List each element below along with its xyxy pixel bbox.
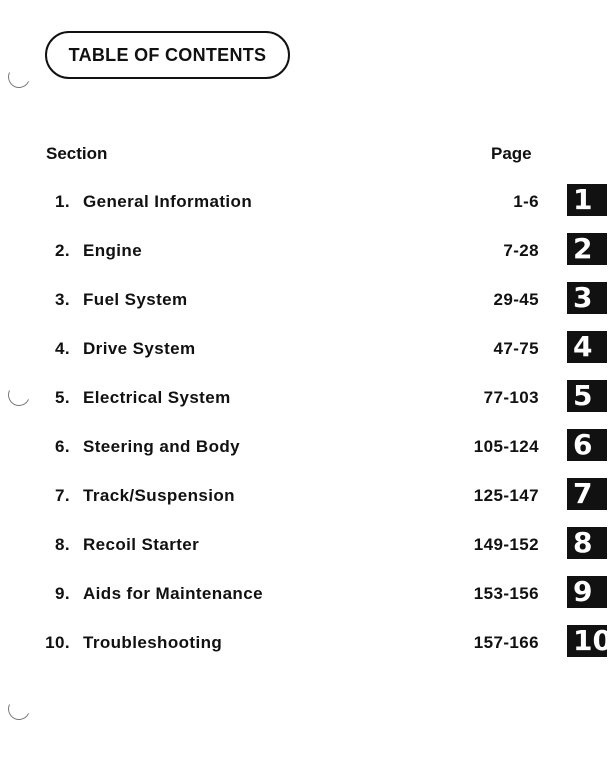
toc-entry-pages: 7-28: [503, 241, 539, 260]
toc-entry-pages: 1-6: [513, 192, 539, 211]
toc-entry-drive-system[interactable]: [0, 330, 600, 363]
page-title-box: [45, 31, 290, 79]
toc-entry-pages: 29-45: [493, 290, 539, 309]
toc-entry-number: 10.: [45, 633, 70, 652]
binder-hole-bottom: [5, 695, 33, 723]
toc-entry-title: Electrical System: [83, 388, 231, 407]
toc-entry-number: 6.: [55, 437, 70, 456]
section-tab-marker[interactable]: 8: [567, 527, 607, 559]
toc-entry-number: 7.: [55, 486, 70, 505]
section-tab-marker[interactable]: 6: [567, 429, 607, 461]
toc-entry-title: Fuel System: [83, 290, 188, 309]
section-column-header: Section: [46, 144, 108, 163]
section-tab-marker[interactable]: 2: [567, 233, 607, 265]
section-tab-marker[interactable]: 10: [567, 625, 607, 657]
toc-entry-fuel-system[interactable]: [0, 281, 600, 314]
toc-entry-number: 1.: [55, 192, 70, 211]
section-tab-marker[interactable]: 7: [567, 478, 607, 510]
toc-entry-electrical-system[interactable]: [0, 379, 600, 412]
toc-entry-title: Troubleshooting: [83, 633, 223, 652]
toc-entry-steering-and-body[interactable]: [0, 428, 600, 461]
toc-entry-pages: 47-75: [493, 339, 539, 358]
toc-entry-title: Recoil Starter: [83, 535, 200, 554]
toc-entry-recoil-starter[interactable]: [0, 526, 600, 559]
toc-entry-aids-for-maintenance[interactable]: [0, 575, 600, 608]
toc-entry-number: 4.: [55, 339, 70, 358]
toc-entry-title: General Information: [83, 192, 253, 211]
toc-entry-number: 8.: [55, 535, 70, 554]
toc-entry-pages: 105-124: [473, 437, 539, 456]
toc-entry-general-information[interactable]: [0, 183, 600, 216]
binder-hole-top: [5, 63, 33, 91]
toc-entry-number: 5.: [55, 388, 70, 407]
section-tab-marker[interactable]: 5: [567, 380, 607, 412]
section-tab-marker[interactable]: 4: [567, 331, 607, 363]
toc-entry-number: 9.: [55, 584, 70, 603]
toc-entry-pages: 125-147: [473, 486, 539, 505]
toc-entry-pages: 77-103: [483, 388, 539, 407]
toc-entry-pages: 153-156: [473, 584, 539, 603]
toc-entry-title: Engine: [83, 241, 143, 260]
toc-entry-number: 2.: [55, 241, 70, 260]
toc-entry-number: 3.: [55, 290, 70, 309]
page-column-header: Page: [491, 144, 532, 163]
toc-entry-title: Track/Suspension: [83, 486, 235, 505]
section-tab-marker[interactable]: 3: [567, 282, 607, 314]
toc-entry-track-suspension[interactable]: [0, 477, 600, 510]
section-tab-marker[interactable]: 9: [567, 576, 607, 608]
section-tab-marker[interactable]: 1: [567, 184, 607, 216]
toc-entry-title: Aids for Maintenance: [83, 584, 263, 603]
toc-entry-troubleshooting[interactable]: [0, 624, 612, 657]
toc-entry-engine[interactable]: [0, 232, 600, 265]
toc-entry-title: Steering and Body: [83, 437, 240, 456]
page-title: TABLE OF CONTENTS: [68, 44, 267, 65]
toc-entry-title: Drive System: [83, 339, 196, 358]
toc-entry-pages: 157-166: [473, 633, 539, 652]
toc-entry-pages: 149-152: [473, 535, 539, 554]
